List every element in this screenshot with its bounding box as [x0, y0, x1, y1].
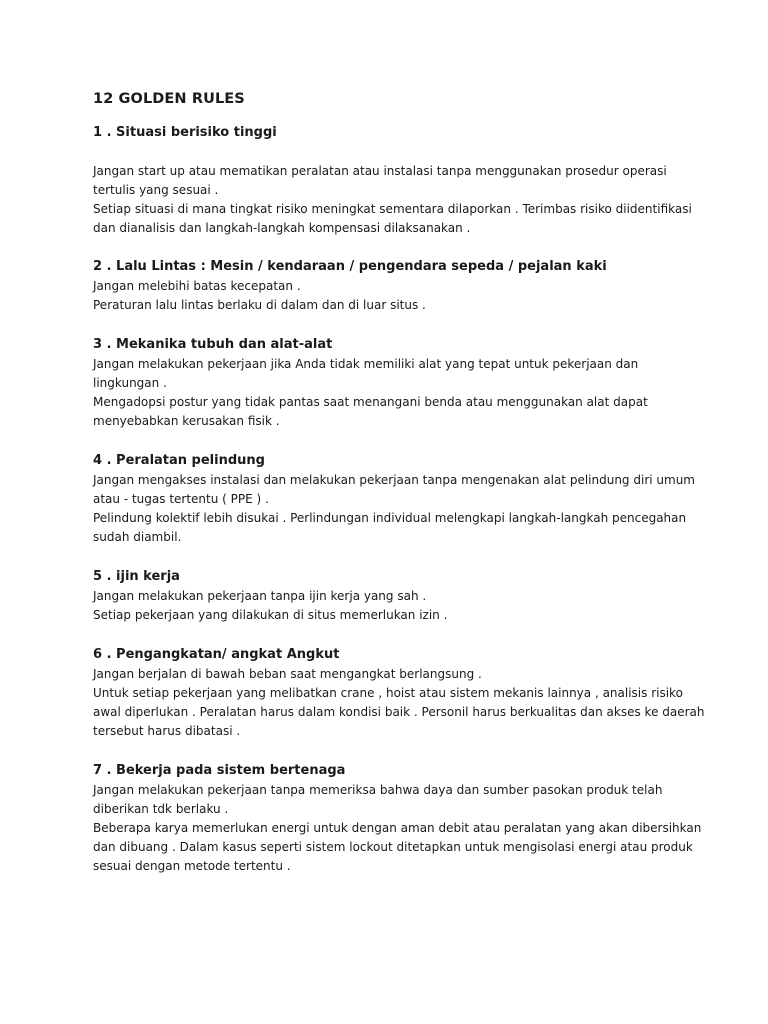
- rule-paragraph: Jangan melebihi batas kecepatan .: [93, 279, 301, 293]
- rule-paragraph: Jangan melakukan pekerjaan jika Anda tidak memiliki alat yang tepat untuk pekerjaan dan lingkungan .: [93, 357, 639, 390]
- rule-paragraph: Jangan melakukan pekerjaan tanpa memeriksa bahwa daya dan sumber pasokan produk telah diberikan tdk berlaku .: [93, 783, 663, 816]
- rule-section-4: [93, 451, 708, 547]
- rule-paragraph: Setiap pekerjaan yang dilakukan di situs memerlukan izin .: [93, 608, 448, 622]
- rule-heading: 1 . Situasi berisiko tinggi: [93, 125, 277, 140]
- rule-paragraph: Peraturan lalu lintas berlaku di dalam dan di luar situs .: [93, 298, 426, 312]
- rule-paragraph: Pelindung kolektif lebih disukai . Perlindungan individual melengkapi langkah-langkah pencegahan sudah diambil.: [93, 511, 687, 544]
- rule-paragraph: Jangan start up atau mematikan peralatan atau instalasi tanpa menggunakan prosedur operasi tertulis yang sesuai .: [93, 164, 667, 197]
- page-title: 12 GOLDEN RULES: [93, 91, 245, 107]
- rule-section-5: [93, 567, 708, 625]
- rule-paragraph: Setiap situasi di mana tingkat risiko meningkat sementara dilaporkan . Terimbas risiko diidentifikasi dan dianalisis dan langkah-langkah kompensasi dilaksanakan .: [93, 202, 692, 235]
- rule-paragraph: Beberapa karya memerlukan energi untuk dengan aman debit atau peralatan yang akan dibersihkan dan dibuang . Dalam kasus seperti sistem lockout ditetapkan untuk mengisolasi energi atau produk sesuai dengan metode tertentu .: [93, 821, 702, 873]
- rule-heading: 3 . Mekanika tubuh dan alat-alat: [93, 337, 333, 352]
- rule-paragraph: Jangan berjalan di bawah beban saat mengangkat berlangsung .: [93, 667, 482, 681]
- rule-paragraph: Jangan mengakses instalasi dan melakukan pekerjaan tanpa mengenakan alat pelindung diri umum atau - tugas tertentu ( PPE ) .: [93, 473, 695, 506]
- rule-heading: 7 . Bekerja pada sistem bertenaga: [93, 763, 346, 778]
- rule-section-6: [93, 645, 708, 741]
- rule-heading: 4 . Peralatan pelindung: [93, 453, 265, 468]
- rule-section-7: [93, 761, 708, 876]
- rule-paragraph: Jangan melakukan pekerjaan tanpa ijin kerja yang sah .: [93, 589, 427, 603]
- rule-section-2: [93, 257, 708, 315]
- rule-paragraph: Untuk setiap pekerjaan yang melibatkan crane , hoist atau sistem mekanis lainnya , analisis risiko awal diperlukan . Peralatan harus dalam kondisi baik . Personil harus berkualitas dan akses ke daerah tersebut harus dibatasi .: [93, 686, 705, 738]
- rule-heading: 6 . Pengangkatan/ angkat Angkut: [93, 647, 340, 662]
- rule-heading: 5 . ijin kerja: [93, 569, 180, 584]
- rule-paragraph: Mengadopsi postur yang tidak pantas saat menangani benda atau menggunakan alat dapat menyebabkan kerusakan fisik .: [93, 395, 648, 428]
- rule-section-3: [93, 335, 708, 431]
- rule-section-1: [93, 123, 708, 238]
- rule-heading: 2 . Lalu Lintas : Mesin / kendaraan / pengendara sepeda / pejalan kaki: [93, 259, 607, 274]
